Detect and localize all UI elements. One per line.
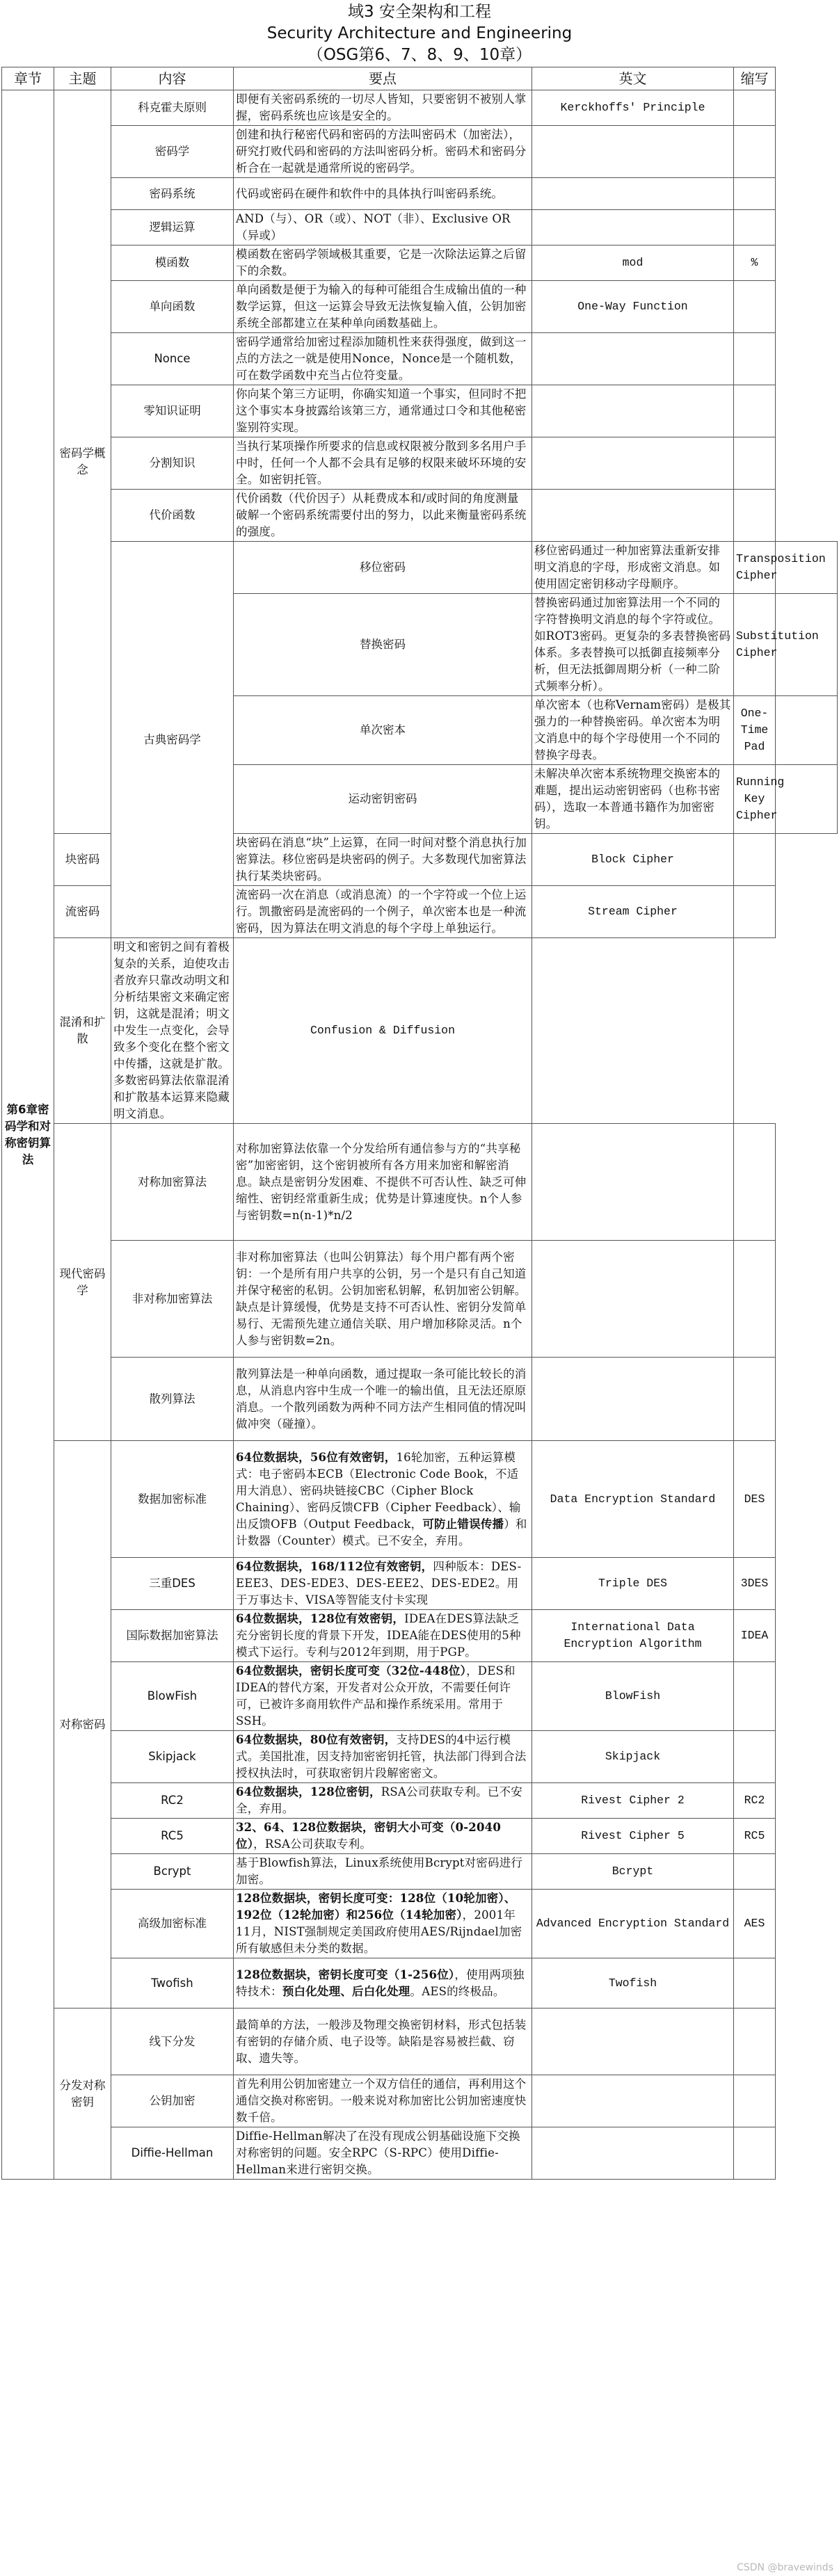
abbr-cell — [734, 2127, 776, 2180]
content-cell: 代价函数 — [111, 490, 234, 542]
points-cell — [234, 1854, 532, 1890]
points-cell — [234, 834, 532, 886]
header-english: 英文 — [532, 67, 734, 90]
table-row — [2, 490, 838, 542]
points-cell — [234, 178, 532, 210]
abbr-cell — [734, 126, 776, 178]
points-cell — [234, 333, 532, 385]
abbr-cell — [734, 2009, 776, 2075]
points-cell — [234, 1731, 532, 1783]
point-text: 基于Blowfish算法，Linux系统使用Bcrypt对密码进行加密。 — [236, 1856, 523, 1886]
abbr-cell — [734, 1958, 776, 2009]
abbr-cell: DES — [734, 1441, 776, 1558]
content-cell: 科克霍夫原则 — [111, 90, 234, 126]
english-cell: Running Key Cipher — [734, 765, 776, 834]
table-row — [2, 437, 838, 490]
points-cell — [234, 2075, 532, 2127]
point-text: 代价函数（代价因子）从耗费成本和/或时间的角度测量破解一个密码系统需要付出的努力，以此来衡量密码系统的强度。 — [236, 492, 527, 538]
points-cell — [234, 437, 532, 490]
point-text: 当执行某项操作所要求的信息或权限被分散到多名用户手中时，任何一个人都不会具有足够的权限来破坏环境的安全。如密钥托管。 — [236, 440, 527, 486]
points-cell — [234, 1241, 532, 1358]
english-cell: Triple DES — [532, 1558, 734, 1610]
chapter-cell: 第6章密码学和对称密钥算法 — [2, 90, 54, 2180]
content-cell: 流密码 — [54, 886, 111, 938]
english-cell — [532, 2075, 734, 2127]
english-cell: Kerckhoffs' Principle — [532, 90, 734, 126]
abbr-cell: IDEA — [734, 1610, 776, 1662]
points-cell — [111, 938, 234, 1124]
point-text: 密码学通常给加密过程添加随机性来获得强度，做到这一点的方法之一就是使用Nonce，Nonce是一个随机数，可在数学函数中充当占位符变量。 — [236, 335, 527, 382]
point-text: 64位数据块，168/112位有效密钥， — [236, 1560, 433, 1573]
content-cell: 块密码 — [54, 834, 111, 886]
table-row — [2, 126, 838, 178]
english-cell — [532, 2009, 734, 2075]
table-row — [2, 90, 838, 126]
table-row — [2, 281, 838, 333]
point-text: 128位数据块，密钥长度可变：128位（10轮加密）、192位（12轮加密）和256位（14轮加密） — [236, 1892, 516, 1922]
point-text: 创建和执行秘密代码和密码的方法叫密码术（加密法），研究打败代码和密码的方法叫密码分析。密码术和密码分析合在一起就是通常所说的密码学。 — [236, 128, 527, 175]
table-row — [2, 1958, 838, 2009]
table-row — [2, 1854, 838, 1890]
content-cell: 公钥加密 — [111, 2075, 234, 2127]
point-text: 。AES的终极品。 — [410, 1984, 505, 1998]
english-cell — [532, 437, 734, 490]
english-cell: Rivest Cipher 5 — [532, 1819, 734, 1854]
points-cell — [234, 490, 532, 542]
table-row — [2, 2127, 838, 2180]
topic-cell: 分发对称密钥 — [54, 2009, 111, 2180]
table-row — [2, 1610, 838, 1662]
english-cell — [532, 2127, 734, 2180]
abbr-cell — [776, 696, 838, 765]
point-text: 预白化处理、后白化处理 — [282, 1984, 410, 1998]
abbr-cell — [734, 1854, 776, 1890]
summary-table — [1, 67, 838, 2180]
point-text: 替换密码通过加密算法用一个不同的字符替换明文消息的每个字符或位。如ROT3密码。更复杂的多表替换密码体系。多表替换可以抵御直接频率分析，但无法抵御周期分析（一种二阶式频率分析）。 — [534, 596, 731, 693]
abbr-cell — [734, 333, 776, 385]
abbr-cell — [734, 834, 776, 886]
content-cell: 混淆和扩散 — [54, 938, 111, 1124]
point-text: RSA公司获取专利。已不安全，弃用。 — [236, 1785, 522, 1815]
points-cell — [234, 1124, 532, 1241]
points-cell — [234, 245, 532, 281]
english-cell: Data Encryption Standard — [532, 1441, 734, 1558]
content-cell: 模函数 — [111, 245, 234, 281]
table-row — [2, 1441, 838, 1558]
header-abbr: 缩写 — [734, 67, 776, 90]
table-row — [2, 2009, 838, 2075]
abbr-cell — [776, 594, 838, 696]
table-row — [2, 1819, 838, 1854]
content-cell: 移位密码 — [234, 542, 532, 594]
point-text: 支持DES的4中运行模式。美国批准，因支持加密密钥托管，执法部门得到合法授权执法时，可获取密钥片段解密密文。 — [236, 1733, 527, 1780]
abbr-cell — [734, 1124, 776, 1241]
point-text: 明文和密钥之间有着极复杂的关系，迫使攻击者放弃只靠改动明文和分析结果密文来确定密钥，这就是混淆；明文中发生一点变化，会导致多个变化在整个密文中传播，这就是扩散。多数密码算法依靠混淆和扩散基本运算来隐藏明文消息。 — [113, 940, 230, 1120]
header-chapter: 章节 — [2, 67, 54, 90]
point-text: ）和计数器（Counter）模式。已不安全，弃用。 — [236, 1517, 527, 1547]
table-row — [2, 1783, 838, 1819]
english-cell: International Data Encryption Algorithm — [532, 1610, 734, 1662]
english-cell: One-Time Pad — [734, 696, 776, 765]
content-cell: Bcrypt — [111, 1854, 234, 1890]
english-cell — [532, 126, 734, 178]
header-content: 内容 — [111, 67, 234, 90]
content-cell: 国际数据加密算法 — [111, 1610, 234, 1662]
table-row — [2, 1124, 838, 1241]
point-text: ，DES和IDEA的替代方案，开发者对公众开放，不需要任何许可，已被许多商用软件产品和操作系统采用。常用于SSH。 — [236, 1664, 516, 1728]
english-cell: Bcrypt — [532, 1854, 734, 1890]
points-cell — [532, 696, 734, 765]
content-cell: RC2 — [111, 1783, 234, 1819]
english-cell — [532, 1241, 734, 1358]
table-row — [2, 1358, 838, 1441]
point-text: Diffie-Hellman解决了在没有现成公钥基础设施下交换对称密钥的问题。安全RPC（S-RPC）使用Diffie-Hellman来进行密钥交换。 — [236, 2130, 520, 2176]
point-text: 64位数据块，密钥长度可变（32位-448位） — [236, 1664, 467, 1677]
point-text: ，使用两项独特技术： — [236, 1967, 525, 1998]
content-cell: Twofish — [111, 1958, 234, 2009]
point-text: 单次密本（也称Vernam密码）是极其强力的一种替换密码。单次密本为明文消息中的每个字母使用一个不同的替换字母表。 — [534, 698, 731, 762]
table-row — [2, 210, 838, 245]
points-cell — [234, 886, 532, 938]
table-row — [2, 2075, 838, 2127]
english-cell: Confusion & Diffusion — [234, 938, 532, 1124]
abbr-cell — [734, 437, 776, 490]
english-cell: Transposition Cipher — [734, 542, 776, 594]
table-row — [2, 245, 838, 281]
english-cell: BlowFish — [532, 1662, 734, 1731]
english-cell: Twofish — [532, 1958, 734, 2009]
points-cell — [234, 1610, 532, 1662]
point-text: 代码或密码在硬件和软件中的具体执行叫密码系统。 — [236, 186, 504, 200]
table-row — [2, 1890, 838, 1958]
points-cell — [532, 765, 734, 834]
abbr-cell — [734, 210, 776, 245]
english-cell — [532, 385, 734, 437]
english-cell: Substitution Cipher — [734, 594, 776, 696]
point-text: 即便有关密码系统的一切尽人皆知，只要密钥不被别人掌握，密码系统也应该是安全的。 — [236, 92, 527, 122]
content-cell: 高级加密标准 — [111, 1890, 234, 1958]
points-cell — [234, 1783, 532, 1819]
english-cell — [532, 1358, 734, 1441]
abbr-cell — [532, 938, 734, 1124]
abbr-cell — [734, 178, 776, 210]
abbr-cell: AES — [734, 1890, 776, 1958]
abbr-cell: RC2 — [734, 1783, 776, 1819]
topic-cell: 密码学概念 — [54, 90, 111, 834]
abbr-cell: % — [734, 245, 776, 281]
point-text: 64位数据块，128位有效密钥， — [236, 1612, 405, 1625]
topic-cell: 对称密码 — [54, 1441, 111, 2009]
points-cell — [234, 1662, 532, 1731]
header-topic: 主题 — [54, 67, 111, 90]
point-text: 四种版本：DES-EEE3、DES-EDE3、DES-EEE2、DES-EDE2。用于万事达卡、VISA等智能支付卡实现 — [236, 1560, 522, 1607]
table-row — [2, 1241, 838, 1358]
point-text: 移位密码通过一种加密算法重新安排明文消息的字母，形成密文消息。如使用固定密钥移动字母顺序。 — [534, 544, 721, 590]
table-row — [2, 385, 838, 437]
content-cell: 密码学 — [111, 126, 234, 178]
point-text: 128位数据块，密钥长度可变（1-256位） — [236, 1967, 455, 1981]
abbr-cell — [734, 385, 776, 437]
table-row — [2, 542, 838, 594]
table-row — [2, 1662, 838, 1731]
points-cell — [234, 210, 532, 245]
abbr-cell: 3DES — [734, 1558, 776, 1610]
english-cell: mod — [532, 245, 734, 281]
point-text: 首先利用公钥加密建立一个双方信任的通信，再利用这个通信交换对称密钥。一般来说对称加密比公钥加密速度快数千倍。 — [236, 2077, 527, 2124]
points-cell — [234, 2009, 532, 2075]
points-cell — [234, 1958, 532, 2009]
english-cell — [532, 1124, 734, 1241]
abbr-cell — [734, 1358, 776, 1441]
content-cell: 非对称加密算法 — [111, 1241, 234, 1358]
point-text: 64位数据块，56位有效密钥， — [236, 1450, 397, 1464]
point-text: ，2001年11月，NIST强制规定美国政府使用AES/Rijndael加密所有敏感但未分类的数据。 — [236, 1908, 522, 1955]
point-text: 块密码在消息“块”上运算，在同一时间对整个消息执行加密算法。移位密码是块密码的例子。大多数现代加密算法执行某类块密码。 — [236, 836, 527, 883]
points-cell — [234, 1890, 532, 1958]
point-text: 16轮加密，五种运算模式：电子密码本ECB（Electronic Code Book，不适用大消息）、密码块链接CBC（Cipher Block Chaining）、密码反馈CFB（Cipher Feedback）、输出反馈OFB（Output Feedback， — [236, 1450, 521, 1531]
abbr-cell — [734, 1662, 776, 1731]
page-title-english: Security Architecture and Engineering — [266, 24, 573, 42]
point-text: 64位数据块，128位密钥， — [236, 1785, 381, 1798]
points-cell — [234, 126, 532, 178]
abbr-cell — [734, 886, 776, 938]
point-text: 最简单的方法，一般涉及物理交换密钥材料，形式包括装有密钥的存储介质、电子设等。缺陷是容易被拦截、窃取、遗失等。 — [236, 2018, 527, 2065]
topic-cell: 现代密码学 — [54, 1124, 111, 1441]
header-points: 要点 — [234, 67, 532, 90]
topic-cell: 古典密码学 — [111, 542, 234, 938]
abbr-cell — [734, 2075, 776, 2127]
point-text: IDEA在DES算法缺乏充分密钥长度的背景下开发，IDEA能在DES使用的5种模式下运行。专利与2012年到期，用于PGP。 — [236, 1612, 521, 1659]
table-row — [2, 1558, 838, 1610]
content-cell: 单向函数 — [111, 281, 234, 333]
abbr-cell — [776, 765, 838, 834]
page-title-domain: 域3 安全架构和工程 — [348, 3, 491, 21]
english-cell: Skipjack — [532, 1731, 734, 1783]
point-text: 单向函数是便于为输入的每种可能组合生成输出值的一种数学运算，但这一运算会导致无法恢复输入值，公钥加密系统全部都建立在某种单向函数基础上。 — [236, 283, 527, 330]
point-text: 散列算法是一种单向函数，通过提取一条可能比较长的消息，从消息内容中生成一个唯一的输出值，且无法还原原消息。一个散列函数为两种不同方法产生相同值的情况叫做冲突（碰撞）。 — [236, 1367, 527, 1431]
english-cell — [532, 333, 734, 385]
table-header-row — [2, 67, 838, 90]
content-cell: Skipjack — [111, 1731, 234, 1783]
english-cell: One-Way Function — [532, 281, 734, 333]
watermark: CSDN @bravewinds — [737, 2562, 833, 2573]
point-text: 可防止错误传播 — [422, 1517, 504, 1531]
points-cell — [234, 1558, 532, 1610]
content-cell: 线下分发 — [111, 2009, 234, 2075]
table-row — [2, 333, 838, 385]
abbr-cell — [734, 281, 776, 333]
english-cell — [532, 178, 734, 210]
point-text: ，RSA公司获取专利。 — [253, 1837, 371, 1851]
english-cell: Block Cipher — [532, 834, 734, 886]
abbr-cell — [734, 1241, 776, 1358]
content-cell: 替换密码 — [234, 594, 532, 696]
abbr-cell — [734, 490, 776, 542]
content-cell: Diffie-Hellman — [111, 2127, 234, 2180]
points-cell — [234, 90, 532, 126]
content-cell: 三重DES — [111, 1558, 234, 1610]
content-cell: 零知识证明 — [111, 385, 234, 437]
table-row — [2, 938, 838, 1124]
english-cell: Rivest Cipher 2 — [532, 1783, 734, 1819]
abbr-cell: RC5 — [734, 1819, 776, 1854]
abbr-cell — [734, 1731, 776, 1783]
english-cell: Stream Cipher — [532, 886, 734, 938]
abbr-cell — [776, 542, 838, 594]
content-cell: RC5 — [111, 1819, 234, 1854]
table-row — [2, 1731, 838, 1783]
points-cell — [234, 385, 532, 437]
point-text: AND（与）、OR（或）、NOT（非）、Exclusive OR（异或） — [236, 212, 511, 242]
points-cell — [532, 542, 734, 594]
points-cell — [532, 594, 734, 696]
point-text: 对称加密算法依靠一个分发给所有通信参与方的“共享秘密”加密密钥，这个密钥被所有各方用来加密和解密消息。缺点是密钥分发困难、不提供不可否认性、缺乏可伸缩性、密钥经常重新生成；优势是计算速度快。n个人参与密钥数=n(n-1)*n/2 — [236, 1141, 527, 1222]
points-cell — [234, 1819, 532, 1854]
content-cell: 分割知识 — [111, 437, 234, 490]
content-cell: BlowFish — [111, 1662, 234, 1731]
page-title-block — [0, 0, 839, 66]
points-cell — [234, 1358, 532, 1441]
english-cell — [532, 490, 734, 542]
content-cell: Nonce — [111, 333, 234, 385]
content-cell: 散列算法 — [111, 1358, 234, 1441]
point-text: 未解决单次密本系统物理交换密本的难题，提出运动密钥密码（也称书密码），选取一本普通书籍作为加密密钥。 — [534, 767, 721, 830]
points-cell — [234, 2127, 532, 2180]
point-text: 非对称加密算法（也叫公钥算法）每个用户都有两个密钥：一个是所有用户共享的公钥，另一个是只有自己知道并保守秘密的私钥。公钥加密私钥解，私钥加密公钥解。缺点是计算缓慢，优势是支持不可否认性、密钥分发简单易行、无需预先建立通信关联、用户增加移除灵活。n个人参与密钥数=2n。 — [236, 1250, 527, 1347]
english-cell: Advanced Encryption Standard — [532, 1890, 734, 1958]
point-text: 64位数据块，80位有效密钥， — [236, 1733, 397, 1746]
page-title-chapters: （OSG第6、7、8、9、10章） — [307, 46, 532, 64]
points-cell — [234, 1441, 532, 1558]
content-cell: 逻辑运算 — [111, 210, 234, 245]
abbr-cell — [734, 90, 776, 126]
point-text: 你向某个第三方证明，你确实知道一个事实，但同时不把这个事实本身披露给该第三方，通常通过口令和其他秘密鉴别符实现。 — [236, 387, 527, 434]
english-cell — [532, 210, 734, 245]
point-text: 流密码一次在消息（或消息流）的一个字符或一个位上运行。凯撒密码是流密码的一个例子，单次密本也是一种流密码，因为算法在明文消息的每个字母上单独运行。 — [236, 888, 527, 935]
table-row — [2, 178, 838, 210]
points-cell — [234, 281, 532, 333]
point-text: 32、64、128位数据块，密钥大小可变（0-2040位） — [236, 1821, 502, 1851]
content-cell: 单次密本 — [234, 696, 532, 765]
content-cell: 数据加密标准 — [111, 1441, 234, 1558]
content-cell: 运动密钥密码 — [234, 765, 532, 834]
content-cell: 对称加密算法 — [111, 1124, 234, 1241]
point-text: 模函数在密码学领域极其重要，它是一次除法运算之后留下的余数。 — [236, 248, 527, 277]
content-cell: 密码系统 — [111, 178, 234, 210]
